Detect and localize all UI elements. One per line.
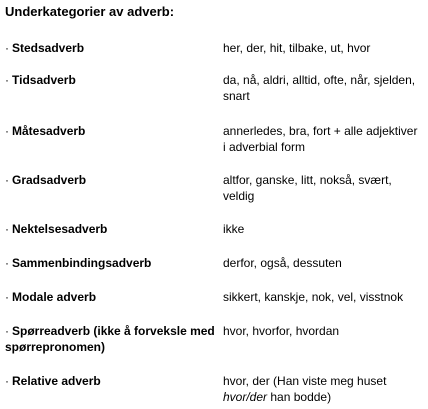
- term: [5, 123, 219, 139]
- term-label: Modale adverb: [12, 290, 97, 304]
- description-text: hvor, der (Han viste meg huset: [223, 374, 387, 388]
- description: [223, 373, 423, 405]
- term: [5, 289, 219, 305]
- description: ikke: [223, 222, 245, 236]
- bullet: ·: [5, 222, 9, 236]
- term: [5, 373, 219, 389]
- bullet: ·: [5, 73, 9, 87]
- term-label: Måtesadverb: [12, 124, 86, 138]
- bullet: ·: [5, 290, 9, 304]
- description: da, nå, aldri, alltid, ofte, når, sjelden, snart: [223, 73, 416, 103]
- description-text: han bodde): [267, 390, 332, 404]
- bullet: ·: [5, 173, 9, 187]
- term: [5, 40, 219, 56]
- description: altfor, ganske, litt, nokså, svært, veldig: [223, 173, 392, 203]
- term: [5, 172, 219, 188]
- term-label: Relative adverb: [12, 374, 101, 388]
- term: [5, 323, 219, 355]
- bullet: ·: [5, 41, 9, 55]
- description-emphasis: hvor/der: [223, 390, 268, 404]
- term: [5, 255, 219, 271]
- bullet: ·: [5, 324, 9, 338]
- description: sikkert, kanskje, nok, vel, visstnok: [223, 290, 404, 304]
- term: [5, 221, 219, 237]
- bullet: ·: [5, 256, 9, 270]
- term: [5, 72, 219, 88]
- description: hvor, hvorfor, hvordan: [223, 324, 340, 338]
- term-label: Nektelsesadverb: [12, 222, 108, 236]
- page-title: Underkategorier av adverb:: [5, 4, 175, 19]
- term-label: Gradsadverb: [12, 173, 87, 187]
- bullet: ·: [5, 124, 9, 138]
- term-label: Sammenbindingsadverb: [12, 256, 152, 270]
- bullet: ·: [5, 374, 9, 388]
- description: annerledes, bra, fort + alle adjektiver i adverbial form: [223, 124, 418, 154]
- description: derfor, også, dessuten: [223, 256, 342, 270]
- term-label: Spørreadverb (ikke å forveksle med spørrepronomen): [5, 324, 215, 354]
- description: her, der, hit, tilbake, ut, hvor: [223, 41, 371, 55]
- term-label: Tidsadverb: [12, 73, 76, 87]
- term-label: Stedsadverb: [12, 41, 85, 55]
